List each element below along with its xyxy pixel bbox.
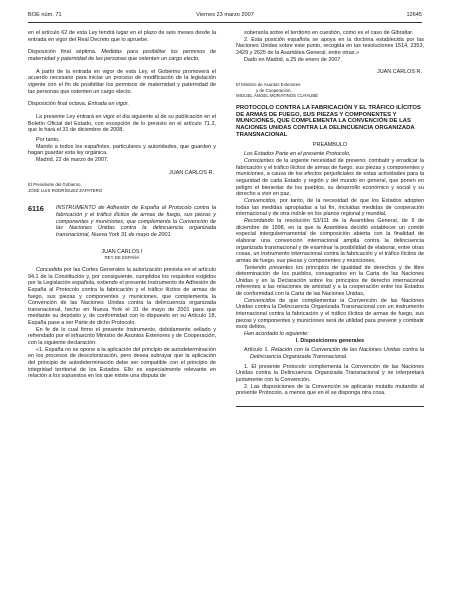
left-column: [28, 30, 216, 380]
minister-name: MIGUEL ÁNGEL MORATINOS CUYAUBÉ: [236, 93, 319, 99]
left-paragraph-5: La presente Ley entrará en vigor el día siguiente al de su publicación en el Boletín Oficial del Estado, con excepción de lo previsto en el artículo 71.2, que lo hará el 31 de diciembre de 2008.: [28, 113, 216, 134]
left-paragraph-11: «1. España no se opone a la aplicación del principio de autodeterminación en los procesos de descolonización, pero desea subrayar que la aplicación del principio de autodeterminación debe ser compatible con el principio de integridad territorial de los Estados. Ello es especialmente relevante en relación a los supuestos en los que existe una disputa de: [28, 346, 216, 380]
left-paragraph-3: A partir de la entrada en vigor de esta Ley, el Gobierno promoverá el acuerdo necesario para iniciar un proceso de modificación de la legislación vigente con el fin de posibilitar los permisos de maternidad y paternidad de las personas que ostenten un cargo electo.: [28, 68, 216, 95]
right-paragraph-5-body: de la urgente necesidad de prevenir, combatir y erradicar la fabricación y el tráfico ilícitos de armas de fuego, sus piezas y componentes y municiones, a causa de los efectos perjudiciales de estas actividades para la seguridad de cada Estado y región y del mundo en general, que ponen en peligro el bienestar de los pueblos, su desarrollo económico y social y su derecho a vivir en paz,: [236, 158, 424, 198]
minister-label-2: y de Cooperación,: [256, 87, 292, 93]
right-paragraph-9-lead: Convencidos: [244, 297, 276, 304]
right-paragraph-12: 2. Las disposiciones de la Convención se aplicarán mutatis mutandis al presente Protocolo, a menos que en él se disponga otra cosa.: [236, 383, 424, 397]
right-paragraph-9: [236, 298, 424, 331]
right-column: [236, 30, 424, 407]
bulletin-number: BOE núm. 71: [28, 12, 62, 18]
minister-label: El Ministro de Asuntos Exteriores: [236, 81, 301, 87]
final-provision-eighth-label: Disposición final octava.: [28, 101, 87, 108]
page-header: [28, 12, 422, 22]
king-name: JUAN CARLOS I: [101, 248, 143, 255]
right-paragraph-6: [236, 198, 424, 218]
column-end-rule: [236, 406, 424, 407]
right-paragraph-7: [236, 218, 424, 265]
final-provision-eighth-title: Entrada en vigor.: [87, 101, 130, 108]
publication-date: Viernes 23 marzo 2007: [196, 12, 254, 18]
disposition-number: 6116: [28, 204, 44, 214]
page-number: 12645: [406, 12, 422, 18]
article-1-title: Relación con la Convención de las Naciones Unidas contra la Delincuencia Organizada Transnacional.: [250, 347, 425, 361]
right-paragraph-8-lead: Teniendo presentes: [244, 264, 294, 271]
left-paragraph-9-body: por las Cortes Generales la autorización prevista en el artículo 94.1 de la Constitución y, por consiguiente, cumplidos los requisitos exigidos por la Legislación española, extiendo el presente Instrumento de Adhesión de España al Protocolo contra la fabricación y el tráfico ilícitos de armas de fuego, sus piezas y componentes y municiones, que complementa la Convención de las Naciones Unidas contra la delincuencia organizada transnacional, hecho en Nueva York el 31 de mayo de 2001 para que mediante su depósito y, de conformidad con lo dispuesto en su Artículo 18, España pase a ser Parte de dicho Protocolo.: [28, 266, 216, 327]
right-paragraph-7-body: la resolución 53/111 de la Asamblea General, de 9 de diciembre de 1998, en la que la Asamblea decidió establecer un comité especial intergubernamental de composición abierta con la finalidad de elaborar una convención internacional amplia contra la delincuencia organizada transnacional y de examinar la posibilidad de elaborar, entre otras cosas, un instrumento internacional contra la fabricación y el tráfico ilícitos de armas de fuego, sus piezas y componentes y municiones,: [236, 217, 424, 264]
protocol-title: PROTOCOLO CONTRA LA FABRICACIÓN Y EL TRÁFICO ILÍCITOS DE ARMAS DE FUEGO, SUS PIEZAS Y COMPONENTES Y MUNICIONES, QUE COMPLEMENTA LA CONVENCIÓN DE LAS NACIONES UNIDAS CONTRA LA DELINCUENCIA ORGANIZADA TRANSNACIONAL: [236, 104, 421, 138]
left-paragraph-8: Madrid, 22 de marzo de 2007.: [36, 156, 109, 163]
section-heading: I. Disposiciones generales: [295, 337, 365, 344]
right-paragraph-6-lead: Convencidos,: [244, 197, 277, 204]
right-paragraph-11: 1. El presente Protocolo complementa la Convención de las Naciones Unidas contra la Delincuencia Organizada Transnacional y se interpretará juntamente con la Convención.: [236, 363, 424, 384]
header-rule: [28, 22, 422, 23]
disposition-entry: [28, 205, 216, 238]
final-provision-eighth: [28, 101, 216, 108]
right-paragraph-5: [236, 158, 424, 198]
right-paragraph-4: Los Estados Parte en el presente Protocolo,: [244, 151, 351, 158]
final-provision-seventh: [28, 49, 216, 62]
right-paragraph-7-lead: Recordando: [244, 217, 274, 224]
left-paragraph-1: en el artículo 62 de esta Ley tendrá lugar en el plazo de seis meses desde la entrada en vigor del Real Decreto que lo apruebe.: [28, 30, 216, 43]
left-paragraph-10: En fe de lo cual firmo el presente Instrumento, debidamente sellado y refrendado por el infrascrito Ministro de Asuntos Exteriores y de Cooperación, con la siguiente declaración:: [28, 326, 216, 347]
king-signature: JUAN CARLOS R.: [168, 169, 214, 176]
right-paragraph-9-body: de que complementar la Convención de las Naciones Unidas contra la Delincuencia Organizada Transnacional con un instrumento internacional contra la fabricación y el tráfico ilícitos de armas de fuego, sus piezas y componentes y municiones será de utilidad para prevenir y combatir esos delitos,: [236, 297, 424, 331]
left-paragraph-7: Mando a todos los españoles, particulares y autoridades, que guarden y hagan guardar esta ley orgánica.: [28, 143, 216, 157]
left-paragraph-9-lead: Concedida: [36, 266, 62, 273]
king-title: REY DE ESPAÑA: [104, 255, 140, 261]
left-paragraph-9: [28, 267, 216, 327]
king-signature-right: JUAN CARLOS R.: [376, 69, 422, 76]
final-provision-seventh-title: Medidas para posibilitar los permisos de maternidad y paternidad de las personas que ostenten un cargo electo.: [28, 49, 217, 62]
article-1-heading: [236, 347, 424, 360]
right-paragraph-8: [236, 265, 424, 298]
right-paragraph-1: soberanía sobre el territorio en cuestión, como es el caso de Gibraltar.: [244, 30, 414, 36]
right-paragraph-3: Dado en Madrid, a 25 de enero de 2007.: [244, 56, 342, 63]
right-paragraph-6-body: por tanto, de la necesidad de que los Estados adopten todas las medidas apropiadas a tal fin, incluidas medidas de cooperación internacional y de otra índole en los planos regional y mundial,: [236, 197, 424, 218]
right-paragraph-8-body: los principios de igualdad de derechos y de libre determinación de los pueblos, consagrados en la Carta de las Naciones Unidas y en la Declaración sobre los principios de derecho internacional referentes a las relaciones de amistad y a la cooperación entre los Estados de conformidad con la Carta de las Naciones Unidas,: [236, 264, 424, 298]
disposition-title: INSTRUMENTO de Adhesión de España al Protocolo contra la fabricación y el tráfico ilícitos de armas de fuego, sus piezas y componentes y municiones, que complementa la Convención de las Naciones Unidas contra la delincuencia organizada transnacional, Nueva York 31 de mayo de 2001.: [56, 205, 216, 238]
right-paragraph-5-lead: Conscientes: [244, 158, 274, 165]
right-paragraph-2: 2. Esta posición española se apoya en la doctrina establecida por las Naciones Unidas sobre este punto, recogida en las resoluciones 1514, 2353, 2429 y 2625 de la Asamblea General, entre otras.»: [236, 36, 424, 56]
preamble-heading: PREÁMBULO: [312, 141, 348, 148]
president-name: JOSÉ LUIS RODRÍGUEZ ZAPATERO: [28, 187, 103, 193]
article-1-label: Artículo 1.: [244, 347, 269, 354]
final-provision-seventh-label: Disposición final séptima.: [28, 49, 97, 56]
president-label: El Presidente del Gobierno,: [28, 182, 82, 188]
left-paragraph-6: Por tanto,: [36, 136, 60, 143]
right-paragraph-10: Han acordado lo siguiente:: [244, 331, 309, 338]
